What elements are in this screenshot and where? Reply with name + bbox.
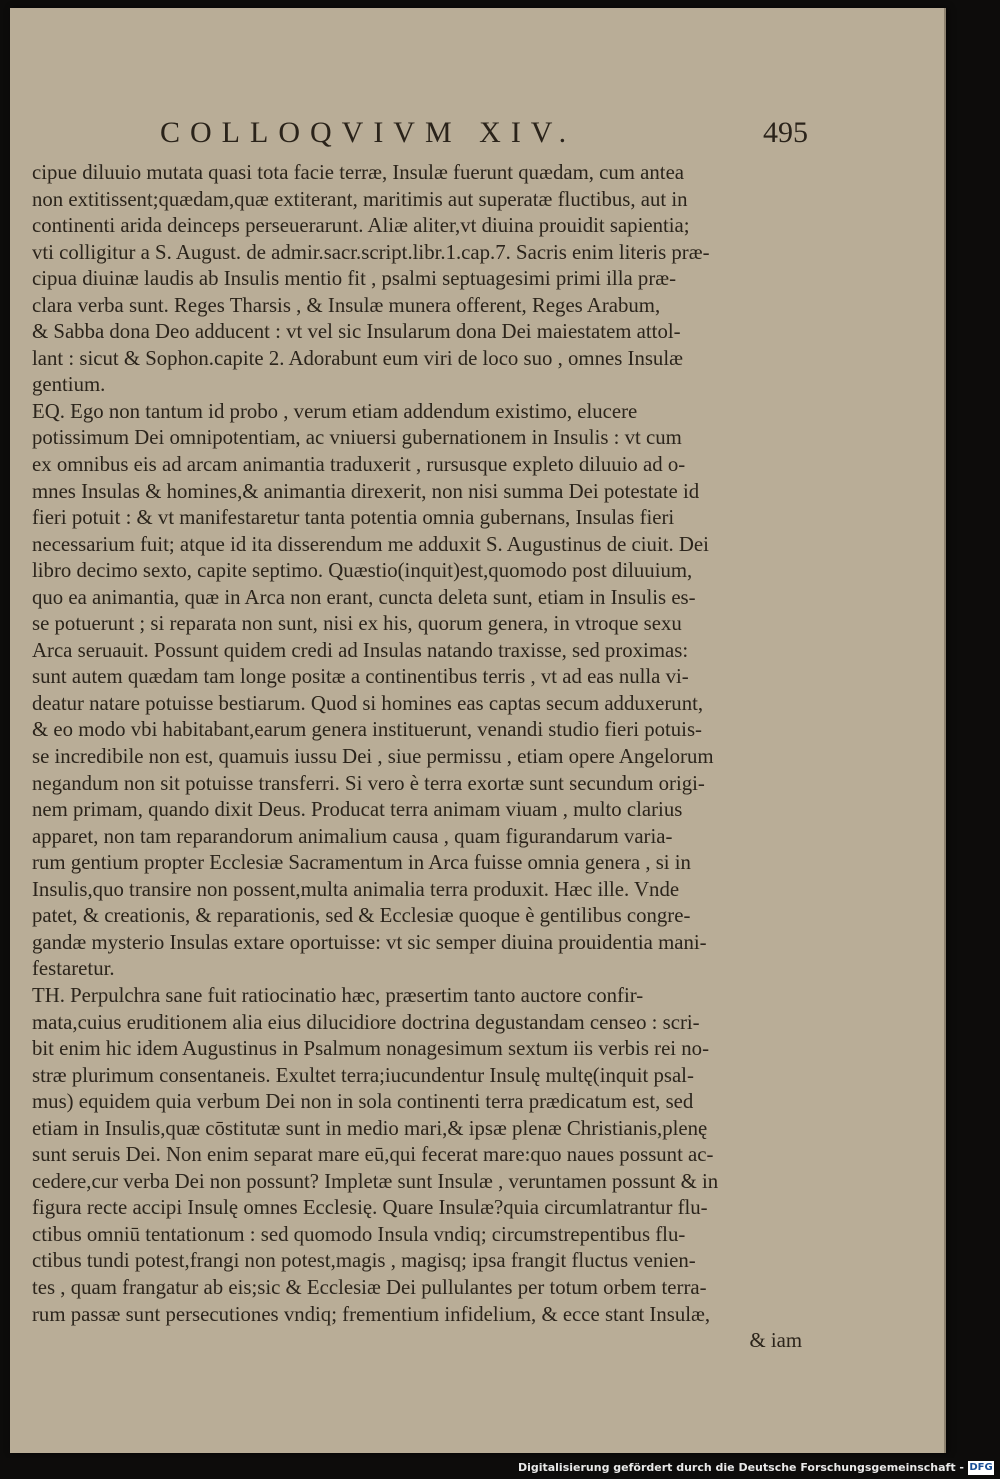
text-line: bit enim hic idem Augustinus in Psalmum nonagesimum sextum iis verbis rei no- bbox=[32, 1037, 710, 1061]
text-line: se incredibile non est, quamuis iussu Dei , siue permissu , etiam opere Angelorum bbox=[32, 745, 714, 769]
text-line: sunt autem quædam tam longe positæ a continentibus terris , vt ad eas nulla vi- bbox=[32, 665, 689, 689]
text-line: mnes Insulas & homines,& animantia direxerit, non nisi summa Dei potestate id bbox=[32, 479, 700, 503]
text-line: ctibus tundi potest,frangi non potest,magis , magisq; ipsa frangit fluctus venien- bbox=[32, 1249, 696, 1273]
text-line: cedere,cur verba Dei non possunt? Impletæ sunt Insulæ , veruntamen possunt & in bbox=[32, 1169, 719, 1193]
text-line: lant : sicut & Sophon.capite 2. Adorabunt eum viri de loco suo , omnes Insulæ bbox=[32, 346, 683, 370]
text-line: nem primam, quando dixit Deus. Producat terra animam viuam , multo clarius bbox=[32, 798, 683, 822]
text-line: mus) equidem quia verbum Dei non in sola continenti terra prædicatum est, sed bbox=[32, 1090, 694, 1114]
text-line: & eo modo vbi habitabant,earum genera instituerunt, venandi studio fieri potuis- bbox=[32, 718, 702, 742]
text-line: necessarium fuit; atque id ita disserendum me adduxit S. Augustinus de ciuit. Dei bbox=[32, 532, 709, 556]
footer-bar bbox=[0, 1458, 1000, 1479]
text-line: quo ea animantia, quæ in Arca non erant, cuncta deleta sunt, etiam in Insulis es- bbox=[32, 585, 696, 609]
text-line: cipua diuinæ laudis ab Insulis mentio fit , psalmi septuagesimi primi illa præ- bbox=[32, 267, 677, 291]
text-line: negandum non sit potuisse transferri. Si vero è terra exortæ sunt secundum origi- bbox=[32, 771, 705, 795]
footer-credit: Digitalisierung gefördert durch die Deutsche Forschungsgemeinschaft - bbox=[517, 1461, 964, 1474]
text-line: vti colligitur a S. August. de admir.sacr.script.libr.1.cap.7. Sacris enim literis præ- bbox=[32, 240, 710, 264]
text-line: continenti arida deinceps perseuerarunt. Aliæ aliter,vt diuina prouidit sapientia; bbox=[32, 214, 690, 238]
text-line: festaretur. bbox=[32, 957, 115, 981]
text-line: cipue diluuio mutata quasi tota facie terræ, Insulæ fuerunt quædam, cum antea bbox=[32, 161, 685, 184]
running-head: COLLOQVIVM XIV. bbox=[160, 116, 577, 149]
text-line: sunt seruis Dei. Non enim separat mare eū,qui fecerat mare:quo naues possunt ac- bbox=[32, 1143, 714, 1167]
text-line: non extitissent;quædam,quæ extiterant, maritimis aut superatæ fluctibus, aut in bbox=[32, 187, 688, 211]
text-line: gandæ mysterio Insulas extare oportuisse: vt sic semper diuina prouidentia mani- bbox=[32, 930, 707, 954]
text-line: libro decimo sexto, capite septimo. Quæstio(inquit)est,quomodo post diluuium, bbox=[32, 559, 693, 583]
text-line: figura recte accipi Insulę omnes Ecclesię. Quare Insulæ?quia circumlatrantur flu- bbox=[32, 1196, 708, 1220]
text-line: fieri potuit : & vt manifestaretur tanta potentia omnia gubernans, Insulas fieri bbox=[32, 506, 675, 530]
text-line: ex omnibus eis ad arcam animantia traduxerit , rursusque expleto diluuio ad o- bbox=[32, 453, 686, 477]
book-page bbox=[10, 8, 946, 1453]
dfg-logo: DFG bbox=[969, 1462, 993, 1473]
text-line: & Sabba dona Deo adducent : vt vel sic Insularum dona Dei maiestatem attol- bbox=[32, 320, 681, 344]
text-line: rum passæ sunt persecutiones vndiq; frementium infidelium, & ecce stant Insulæ, bbox=[32, 1302, 711, 1326]
text-line: potissimum Dei omnipotentiam, ac vniuersi gubernationem in Insulis : vt cum bbox=[32, 426, 682, 450]
text-line: Insulis,quo transire non possent,multa animalia terra produxit. Hæc ille. Vnde bbox=[32, 877, 680, 901]
text-line: EQ. Ego non tantum id probo , verum etiam addendum existimo, elucere bbox=[32, 399, 638, 423]
text-line: patet, & creationis, & reparationis, sed & Ecclesiæ quoque è gentilibus congre- bbox=[32, 904, 691, 928]
text-line: & iam bbox=[749, 1329, 802, 1353]
text-line: TH. Perpulchra sane fuit ratiocinatio hæc, præsertim tanto auctore confir- bbox=[32, 983, 644, 1007]
text-line: deatur natare potuisse bestiarum. Quod si homines eas captas secum adduxerunt, bbox=[32, 691, 704, 715]
text-line: gentium. bbox=[32, 373, 106, 397]
page-header bbox=[160, 116, 808, 160]
text-line: rum gentium propter Ecclesiæ Sacramentum in Arca fuisse omnia genera , si in bbox=[32, 851, 691, 875]
text-line: apparet, non tam reparandorum animalium causa , quam figurandarum varia- bbox=[32, 824, 673, 848]
text-line: etiam in Insulis,quæ cōstitutæ sunt in medio mari,& ipsæ plenæ Christianis,plenę bbox=[32, 1116, 708, 1140]
text-line: clara verba sunt. Reges Tharsis , & Insulæ munera offerent, Reges Arabum, bbox=[32, 293, 661, 317]
text-line: se potuerunt ; si reparata non sunt, nisi ex his, quorum genera, in vtroque sexu bbox=[32, 612, 682, 636]
page-number: 495 bbox=[763, 116, 808, 149]
text-line: ctibus omniū tentationum : sed quomodo Insula vndiq; circumstrepentibus flu- bbox=[32, 1222, 686, 1246]
text-line: tes , quam frangatur ab eis;sic & Ecclesiæ Dei pullulantes per totum orbem terra- bbox=[32, 1275, 707, 1299]
text-line: mata,cuius eruditionem alia eius dilucidiore doctrina degustandam censeo : scri- bbox=[32, 1010, 700, 1034]
body-text bbox=[32, 160, 802, 1355]
text-line: stræ plurimum consentaneis. Exultet terra;iucundentur Insulę multę(inquit psal- bbox=[32, 1063, 694, 1087]
text-line: Arca seruauit. Possunt quidem credi ad Insulas natando traxisse, sed proximas: bbox=[32, 638, 689, 662]
